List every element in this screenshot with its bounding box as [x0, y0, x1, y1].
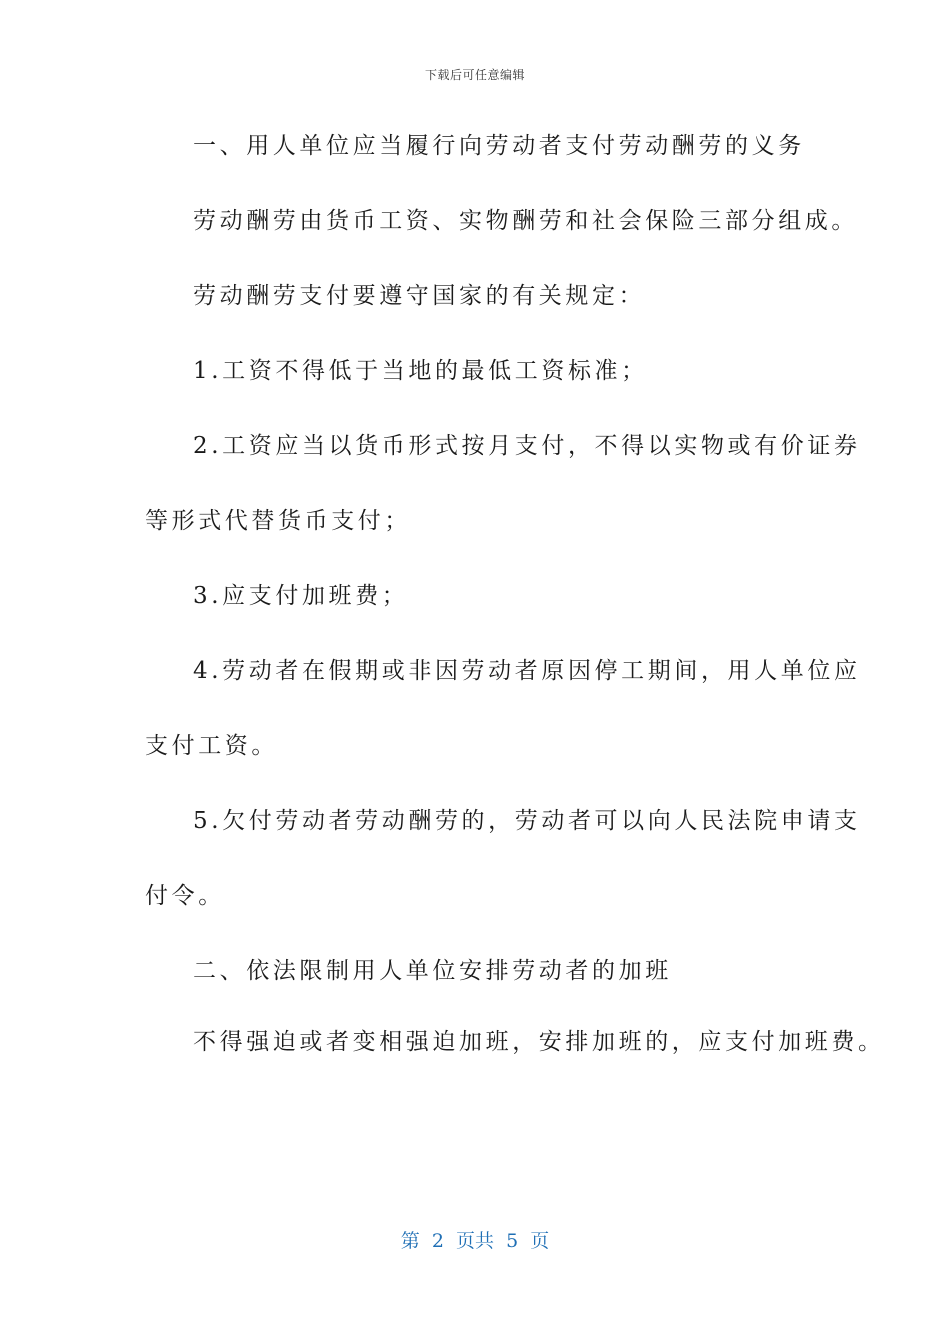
list-item-1: 1.工资不得低于当地的最低工资标准； [193, 358, 648, 384]
paragraph-line: 劳动酬劳由货币工资、实物酬劳和社会保险三部分组成。 [193, 208, 858, 234]
paragraph-line: 不得强迫或者变相强迫加班，安排加班的，应支付加班费。 [193, 1029, 885, 1055]
list-item-4-continuation: 支付工资。 [145, 733, 278, 759]
section-heading-2: 二、依法限制用人单位安排劳动者的加班 [193, 958, 672, 984]
list-item-5: 5.欠付劳动者劳动酬劳的，劳动者可以向人民法院申请支 [193, 808, 861, 834]
paragraph-line: 劳动酬劳支付要遵守国家的有关规定： [193, 283, 646, 309]
page-number-footer: 第 2 页共 5 页 [400, 1230, 550, 1252]
section-heading-1: 一、用人单位应当履行向劳动者支付劳动酬劳的义务 [193, 133, 805, 159]
list-item-4: 4.劳动者在假期或非因劳动者原因停工期间，用人单位应 [193, 658, 861, 684]
list-item-3: 3.应支付加班费； [193, 583, 409, 609]
header-note: 下载后可任意编辑 [424, 68, 525, 82]
list-item-2: 2.工资应当以货币形式按月支付，不得以实物或有价证券 [193, 433, 861, 459]
list-item-2-continuation: 等形式代替货币支付； [145, 508, 411, 534]
list-item-5-continuation: 付令。 [145, 883, 225, 909]
